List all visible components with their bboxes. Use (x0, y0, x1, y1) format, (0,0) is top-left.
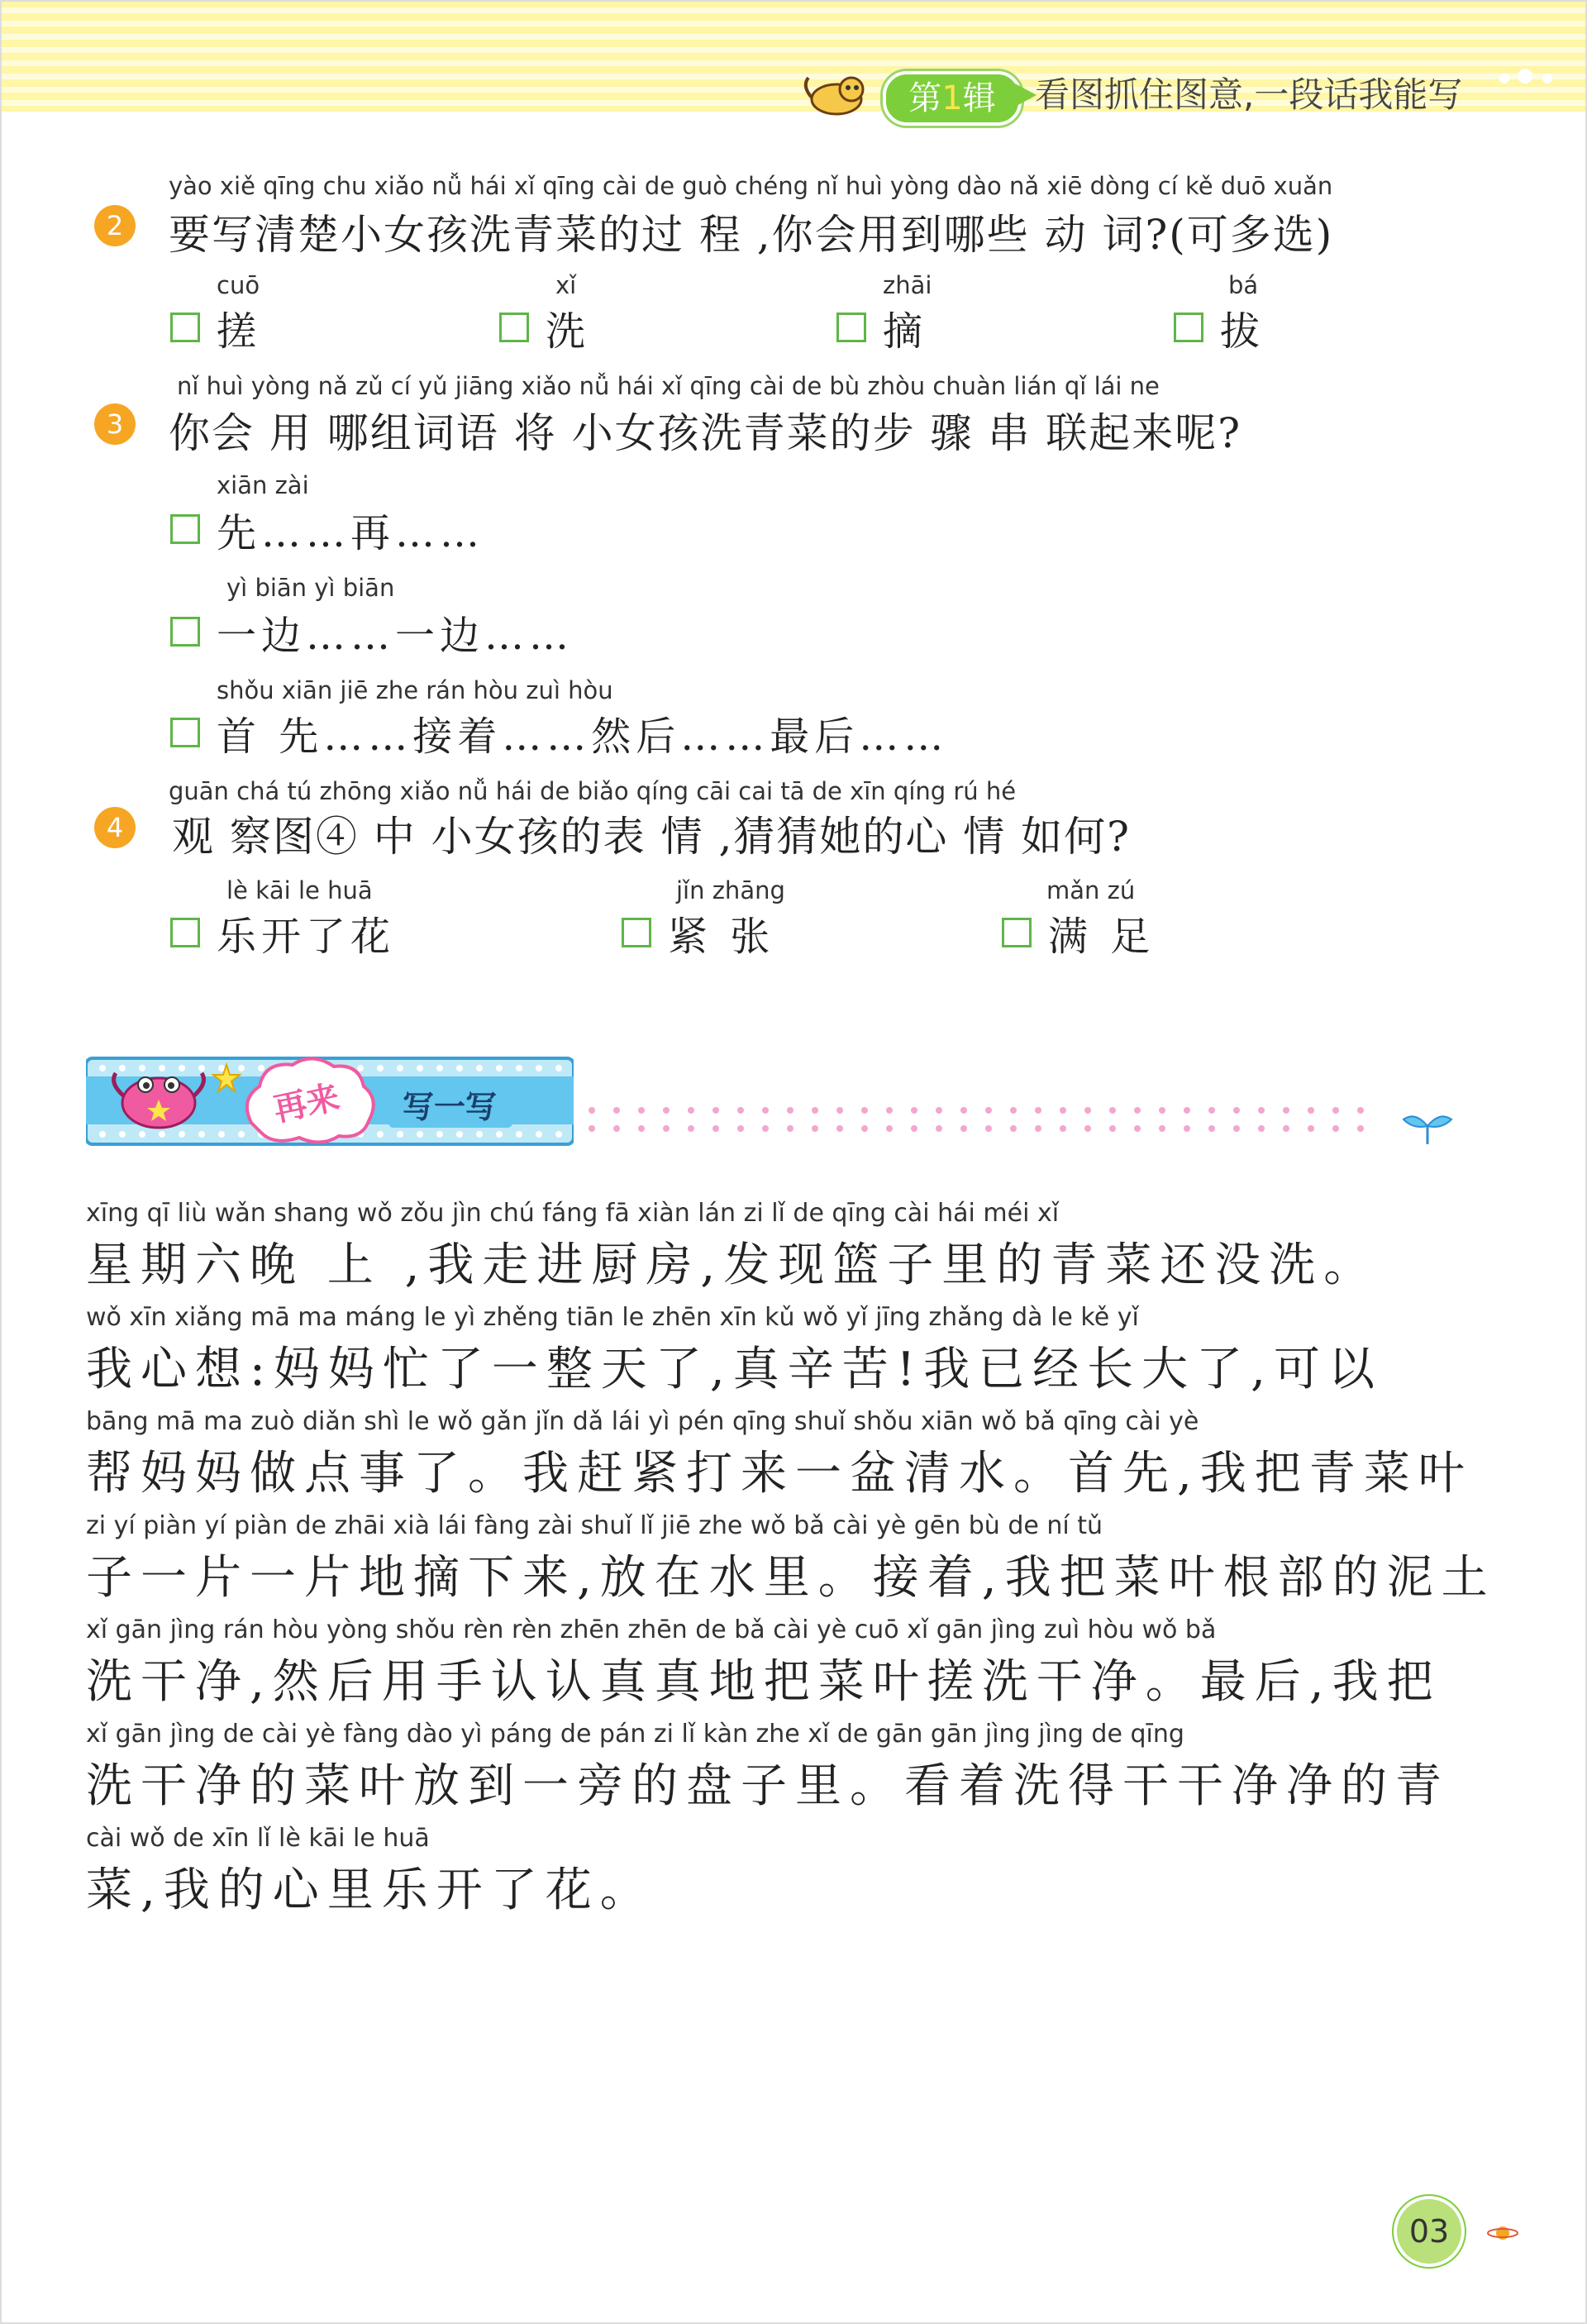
chapter-arrow-icon (1015, 84, 1037, 107)
decorative-dots-icon (1488, 66, 1570, 91)
question-3-pinyin: nǐ huì yòng nǎ zǔ cí yǔ jiāng xiǎo nǚ hái xǐ qīng cài de bù zhòu chuàn lián qǐ lái ne (177, 372, 1160, 400)
q4-option-label: 紧 张 (668, 914, 775, 960)
header-title: 看图抓住图意,一段话我能写 (1035, 74, 1463, 115)
banner-title-a: 再来 (270, 1078, 343, 1129)
q2-option-label: 摘 (883, 308, 928, 355)
q3-option-pinyin: yì biān yì biān (226, 574, 395, 602)
checkbox-xi[interactable] (499, 313, 529, 342)
composition-line: 洗干净,然后用手认认真真地把菜叶搓洗干净。最后,我把 (86, 1655, 1442, 1709)
q3-option-label: 一边……一边…… (217, 613, 574, 659)
cat-icon (800, 69, 873, 119)
composition-pinyin: zi yí piàn yí piàn de zhāi xià lái fàng zài shuǐ lǐ jiē zhe wǒ bǎ cài yè gēn bù de ní tǔ (86, 1511, 1103, 1540)
composition-line: 子一片一片地摘下来,放在水里。接着,我把菜叶根部的泥土 (86, 1551, 1496, 1605)
page-number: 03 (1397, 2199, 1461, 2264)
q4-option-pinyin: lè kāi le huā (226, 876, 373, 904)
composition-pinyin: cài wǒ de xīn lǐ lè kāi le huā (86, 1824, 430, 1853)
question-2-number: 2 (94, 205, 136, 246)
chapter-number: 1 (941, 79, 963, 117)
q3-option-label: 首 先……接着……然后……最后…… (217, 713, 949, 760)
composition-line: 帮妈妈做点事了。我赶紧打来一盆清水。首先,我把青菜叶 (86, 1447, 1473, 1501)
checkbox-shouxian[interactable] (170, 718, 200, 747)
q3-option-pinyin: shǒu xiān jiē zhe rán hòu zuì hòu (217, 676, 613, 704)
checkbox-ba[interactable] (1174, 313, 1203, 342)
decorative-dotted-line (587, 1104, 1397, 1137)
checkbox-jinzhang[interactable] (622, 918, 651, 947)
composition-line: 洗干净的菜叶放到一旁的盘子里。看着洗得干干净净的青 (86, 1759, 1450, 1813)
q4-option-label: 乐开了花 (217, 914, 396, 960)
q4-option-label: 满 足 (1048, 914, 1156, 960)
composition-pinyin: bāng mā ma zuò diǎn shì le wǒ gǎn jǐn dǎ lái yì pén qīng shuǐ shǒu xiān wǒ bǎ qīng cài yè (86, 1407, 1199, 1436)
question-4-text: 观 察图④ 中 小女孩的表 情 ,猜猜她的心 情 如何? (172, 813, 1131, 861)
chapter-suffix: 辑 (962, 79, 996, 117)
q2-option-pinyin: cuō (217, 271, 260, 299)
chapter-badge (883, 71, 1022, 126)
question-3-number: 3 (94, 403, 136, 445)
question-2-text: 要写清楚小女孩洗青菜的过 程 ,你会用到哪些 动 词?(可多选) (169, 211, 1334, 259)
composition-pinyin: xǐ gān jìng de cài yè fàng dào yì páng de pán zi lǐ kàn zhe xǐ de gān gān jìng jìng de qīng (86, 1720, 1184, 1749)
question-4-number: 4 (94, 807, 136, 848)
question-2-pinyin: yào xiě qīng chu xiǎo nǚ hái xǐ qīng cài de guò chéng nǐ huì yòng dào nǎ xiē dòng cí kě duō xuǎn (169, 172, 1333, 200)
q4-option-pinyin: jǐn zhāng (676, 876, 785, 904)
q2-option-pinyin: bá (1228, 271, 1259, 299)
checkbox-cuo[interactable] (170, 313, 200, 342)
composition-pinyin: xīng qī liù wǎn shang wǒ zǒu jìn chú fáng fā xiàn lán zi lǐ de qīng cài hái méi xǐ (86, 1199, 1060, 1228)
question-4-pinyin: guān chá tú zhōng xiǎo nǚ hái de biǎo qíng cāi cai tā de xīn qíng rú hé (169, 777, 1017, 805)
chapter-prefix: 第 (908, 79, 942, 117)
composition-pinyin: xǐ gān jìng rán hòu yòng shǒu rèn rèn zhēn zhēn de bǎ cài yè cuō xǐ gān jìng zuì hòu wǒ bǎ (86, 1615, 1217, 1644)
q3-option-pinyin: xiān zài (217, 471, 309, 499)
banner-title-b: 写一写 (402, 1089, 498, 1125)
q2-option-label: 搓 (217, 308, 262, 355)
checkbox-le-kai-le-hua[interactable] (170, 918, 200, 947)
q2-option-label: 洗 (546, 308, 591, 355)
composition-pinyin: wǒ xīn xiǎng mā ma máng le yì zhěng tiān le zhēn xīn kǔ wǒ yǐ jīng zhǎng dà le kě yǐ (86, 1303, 1139, 1332)
composition-line: 我心想:妈妈忙了一整天了,真辛苦!我已经长大了,可以 (86, 1343, 1383, 1396)
q2-option-pinyin: zhāi (883, 271, 932, 299)
composition-line: 星期六晚 上 ,我走进厨房,发现篮子里的青菜还没洗。 (86, 1238, 1379, 1292)
q3-option-label: 先……再…… (217, 510, 485, 556)
checkbox-xian-zai[interactable] (170, 514, 200, 544)
composition-line: 菜,我的心里乐开了花。 (86, 1863, 655, 1917)
q4-option-pinyin: mǎn zú (1046, 876, 1136, 904)
sprout-icon (1400, 1108, 1455, 1146)
section-banner (86, 1050, 574, 1151)
q2-option-label: 拔 (1220, 308, 1265, 355)
checkbox-manzu[interactable] (1002, 918, 1032, 947)
question-3-text: 你会 用 哪组词语 将 小女孩洗青菜的步 骤 串 联起来呢? (169, 409, 1242, 457)
planet-icon (1486, 2221, 1519, 2245)
checkbox-zhai[interactable] (836, 313, 866, 342)
checkbox-yibian[interactable] (170, 617, 200, 647)
q2-option-pinyin: xǐ (555, 271, 577, 299)
